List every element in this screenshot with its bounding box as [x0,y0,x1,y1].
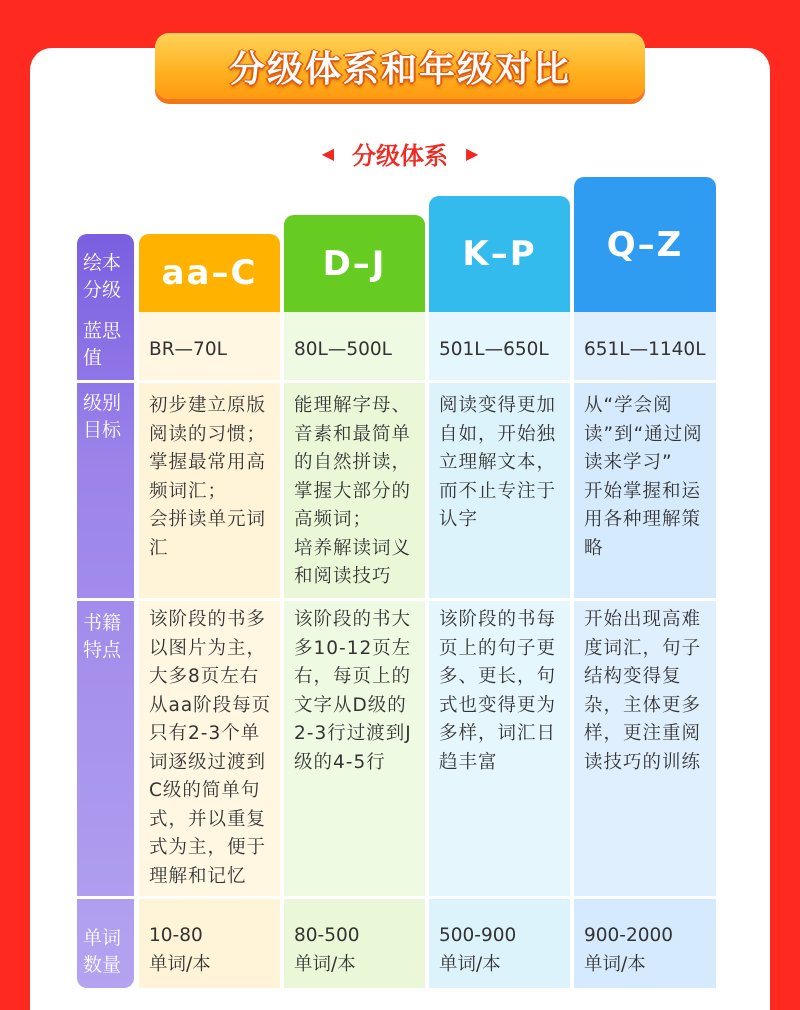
cell-words-1: 10-80 单词/本 [149,925,211,975]
triangle-left-icon: ◀ [321,143,334,163]
title-banner [155,33,645,99]
cell-words-2: 80-500 单词/本 [294,925,360,975]
row-divider [77,380,716,383]
cell-goal-1: 初步建立原版阅读的习惯； 掌握最常用高频词汇； 会拼读单元词汇 [149,395,267,559]
cell-lexile-2: 80L—500L [294,339,392,360]
cell-goal-2: 能理解字母、音素和最简单的自然拼读， 掌握大部分的高频词； 培养解读词义和阅读技巧 [294,395,412,587]
cell-features-3: 该阶段的书每页上的句子更多、更长，句式也变得更为多样，词汇日趋丰富 [439,609,557,773]
banner-title: 分级体系和年级对比 [228,48,571,90]
row-label-features: 书籍 特点 [83,612,122,661]
cell-features-2: 该阶段的书大多10-12页左右，每页上的文字从D级的2-3行过渡到J级的4-5行 [294,609,412,773]
cell-lexile-1: BR—70L [149,339,227,360]
cell-lexile-3: 501L—650L [439,339,549,360]
section-title: 分级体系 [352,141,448,170]
row-divider [77,598,716,601]
cell-lexile-4: 651L—1140L [584,339,706,360]
column-4-header: Q–Z [574,177,716,312]
row-label-words: 单词 数量 [83,927,122,976]
triangle-right-icon: ▶ [466,143,479,163]
row-label-lexile: 蓝思 值 [83,320,122,369]
cell-goal-4: 从“学会阅读”到“通过阅读来学习” 开始掌握和运用各种理解策略 [584,395,703,559]
cell-features-4: 开始出现高难度词汇，句子结构变得复杂，主体更多样，更注重阅读技巧的训练 [584,609,702,773]
cell-features-1: 该阶段的书多以图片为主，大多8页左右 从aa阶段每页只有2-3个单词逐级过渡到C级的简单句式，并以重复式为主，便于理解和记忆 [149,609,272,887]
column-1-header: aa–C [139,234,280,312]
row-divider [77,896,716,899]
column-2-header: D–J [284,215,425,312]
row-label-goal: 级别 目标 [83,392,122,441]
column-3-header: K–P [429,196,570,312]
row-label-level: 绘本 分级 [83,252,122,301]
section-header [0,136,800,170]
cell-words-4: 900-2000 单词/本 [584,925,674,975]
cell-goal-3: 阅读变得更加自如，开始独立理解文本，而不止专注于认字 [439,395,557,530]
cell-words-3: 500-900 单词/本 [439,925,517,975]
